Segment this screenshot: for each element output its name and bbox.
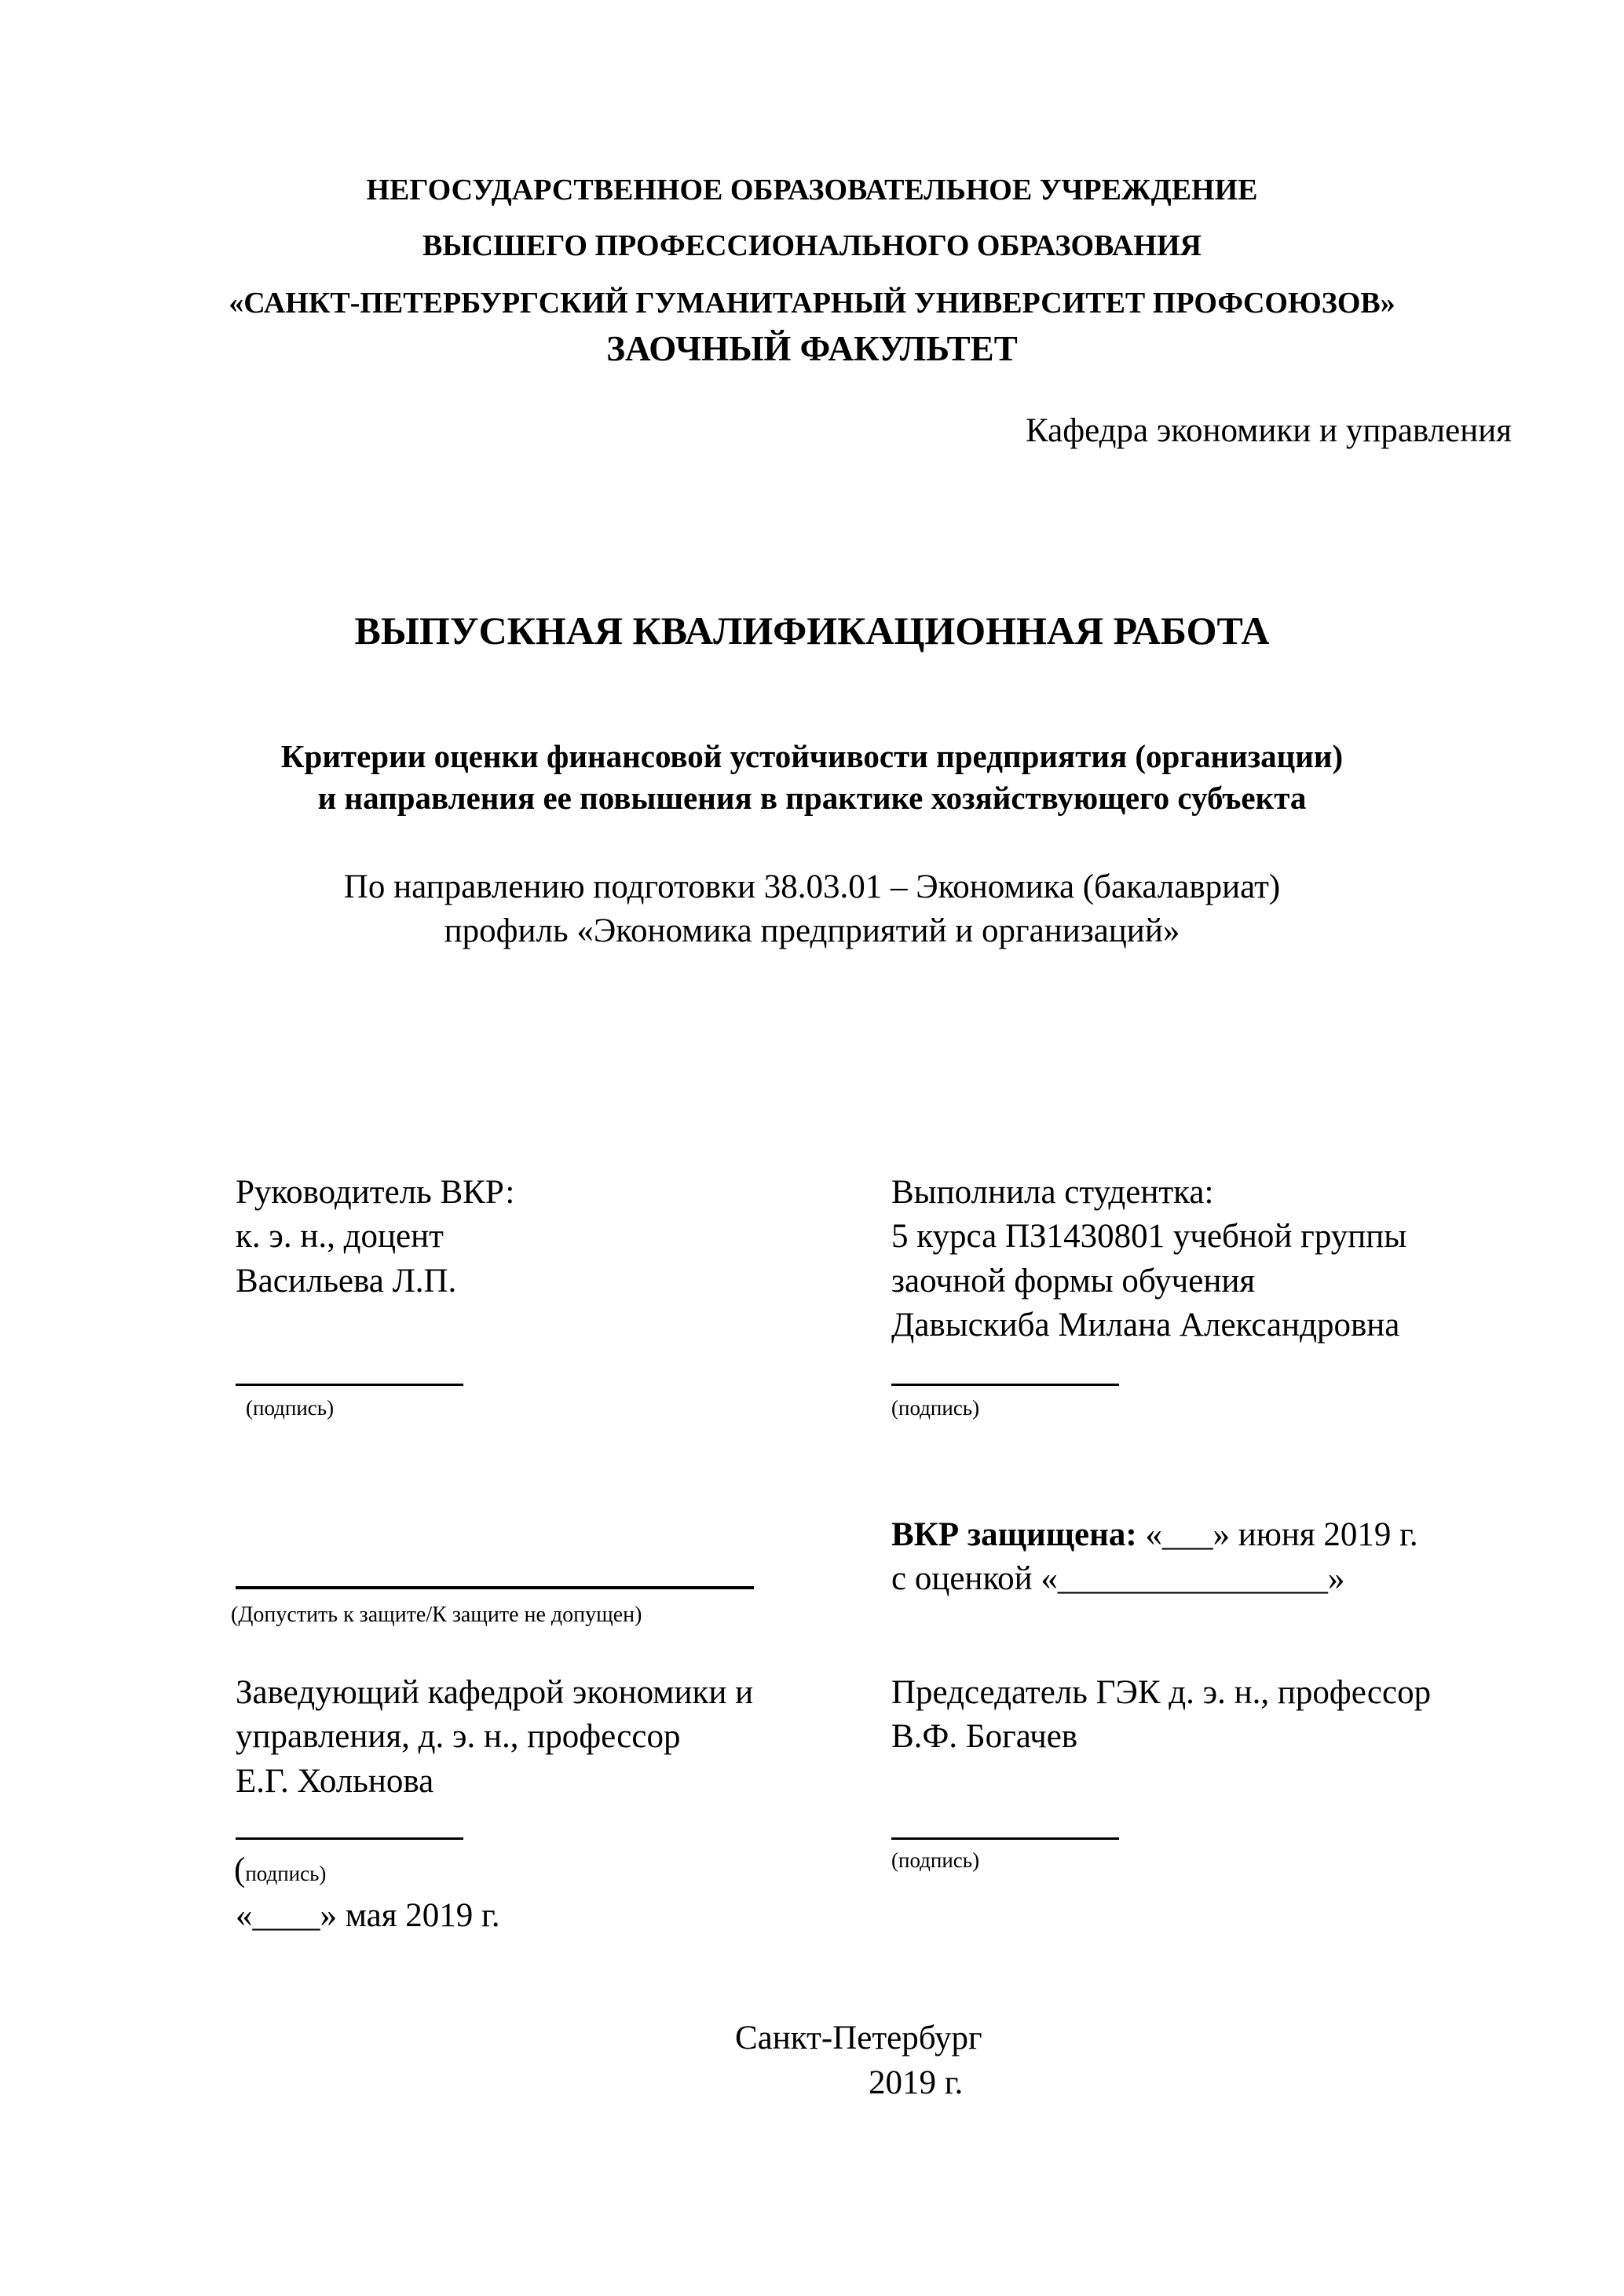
direction: По направлению подготовки 38.03.01 – Экономика (бакалавриат) bbox=[343, 868, 1281, 905]
student-name: Давыскиба Милана Александровна bbox=[891, 1307, 1400, 1344]
supervisor-signature-line bbox=[236, 1384, 463, 1386]
student-label: Выполнила студентка: bbox=[891, 1174, 1214, 1211]
chair-line-1: Председатель ГЭК д. э. н., профессор bbox=[891, 1674, 1432, 1711]
head-signature-caption: подпись) bbox=[245, 1862, 327, 1885]
chair-signature-caption: (подпись) bbox=[891, 1848, 980, 1872]
head-line-1: Заведующий кафедрой экономики и bbox=[236, 1674, 754, 1711]
admission-line bbox=[236, 1586, 754, 1589]
faculty: ЗАОЧНЫЙ ФАКУЛЬТЕТ bbox=[606, 329, 1018, 368]
supervisor-signature-caption: (подпись) bbox=[246, 1396, 335, 1420]
head-date: «____» мая 2019 г. bbox=[236, 1897, 500, 1934]
footer-year: 2019 г. bbox=[869, 2064, 964, 2101]
student-course: 5 курса ПЗ1430801 учебной группы bbox=[891, 1218, 1407, 1255]
supervisor-degree: к. э. н., доцент bbox=[236, 1218, 444, 1255]
defense-label: ВКР защищена: bbox=[891, 1516, 1137, 1553]
head-name: Е.Г. Хольнова bbox=[236, 1763, 434, 1800]
chair-signature-line bbox=[891, 1837, 1119, 1840]
org-line-1: НЕГОСУДАРСТВЕННОЕ ОБРАЗОВАТЕЛЬНОЕ УЧРЕЖДЕНИЕ bbox=[366, 174, 1258, 207]
head-signature-paren: ( bbox=[234, 1852, 246, 1888]
head-signature-line bbox=[236, 1837, 463, 1840]
chair-name: В.Ф. Богачев bbox=[891, 1718, 1078, 1755]
admission-caption: (Допустить к защите/К защите не допущен) bbox=[231, 1603, 642, 1627]
defense-grade: с оценкой «________________» bbox=[891, 1560, 1345, 1597]
topic-line-2: и направления ее повышения в практике хозяйствующего субъекта bbox=[317, 780, 1307, 816]
topic-line-1: Критерии оценки финансовой устойчивости предприятия (организации) bbox=[280, 738, 1344, 774]
defense-date: «___» июня 2019 г. bbox=[1145, 1516, 1418, 1553]
student-signature-caption: (подпись) bbox=[891, 1396, 980, 1420]
student-signature-line bbox=[891, 1384, 1119, 1386]
work-type-title: ВЫПУСКНАЯ КВАЛИФИКАЦИОННАЯ РАБОТА bbox=[354, 609, 1270, 653]
defense-date-row bbox=[891, 1518, 1418, 1552]
supervisor-label: Руководитель ВКР: bbox=[236, 1174, 515, 1211]
student-form: заочной формы обучения bbox=[891, 1263, 1256, 1300]
org-line-3: «САНКТ-ПЕТЕРБУРГСКИЙ ГУМАНИТАРНЫЙ УНИВЕРСИТЕТ ПРОФСОЮЗОВ» bbox=[229, 287, 1395, 320]
supervisor-name: Васильева Л.П. bbox=[236, 1263, 457, 1300]
head-line-2: управления, д. э. н., профессор bbox=[236, 1718, 681, 1755]
department: Кафедра экономики и управления bbox=[1026, 412, 1512, 449]
profile: профиль «Экономика предприятий и организаций» bbox=[444, 912, 1180, 949]
org-line-2: ВЫСШЕГО ПРОФЕССИОНАЛЬНОГО ОБРАЗОВАНИЯ bbox=[422, 229, 1202, 262]
footer-city: Санкт-Петербург bbox=[735, 2020, 982, 2057]
head-signature-caption-row bbox=[234, 1853, 326, 1887]
